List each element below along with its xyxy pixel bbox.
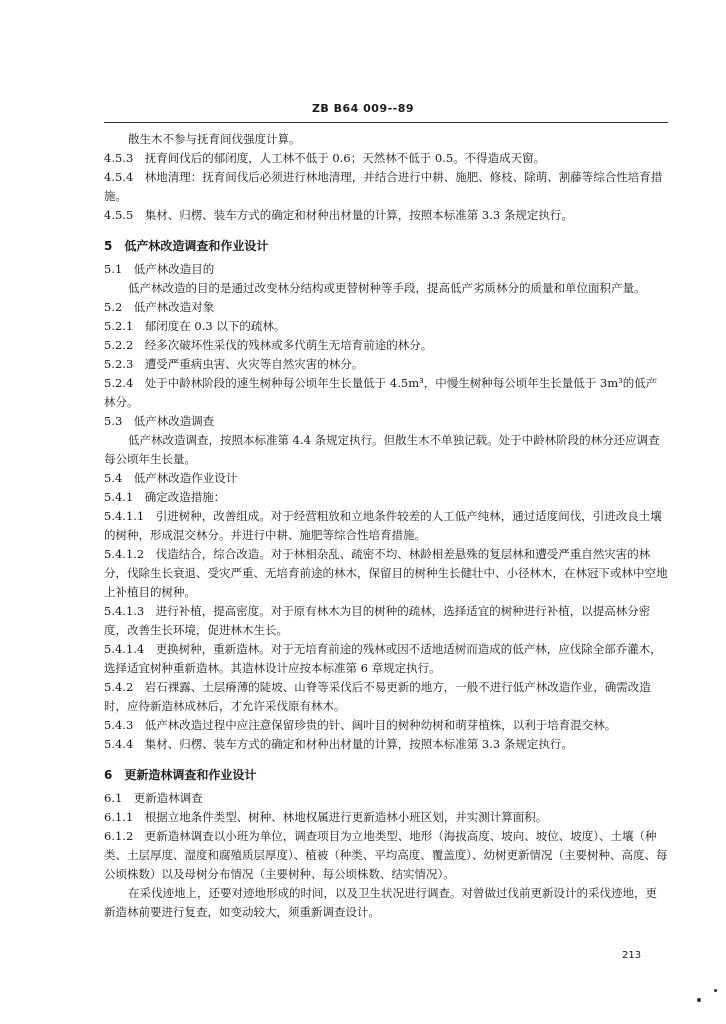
clause-5-2-1: 5.2.1 郁闭度在 0.3 以下的疏林。	[104, 319, 286, 333]
standard-code-header: ZB B64 009--89	[311, 102, 415, 115]
scan-speck	[714, 989, 717, 992]
paragraph: 低产林改造的目的是通过改变林分结构或更替树种等手段，提高低产劣质林分的质量和单位面积产量。	[128, 281, 646, 295]
scan-speck	[697, 998, 701, 1002]
clause-4-5-4: 4.5.4 林地清理：抚育间伐后必须进行林地清理，并结合进行中耕、施肥、修枝、除萌、割藤等综合性培育措施。	[104, 170, 663, 203]
clause-5-2-3: 5.2.3 遭受严重病虫害、火灾等自然灾害的林分。	[104, 357, 364, 371]
clause-5-4-1-4: 5.4.1.4 更换树种，重新造林。对于无培育前途的残林或因不适地适树而造成的低产林，应伐除全部乔灌木，选择适宜树种重新造林。其造林设计应按本标准第 6 章规定执行。	[104, 642, 662, 675]
clause-6-1: 6.1 更新造林调查	[104, 791, 203, 805]
page-number: 213	[622, 950, 642, 961]
clause-5-4: 5.4 低产林改造作业设计	[104, 471, 238, 485]
section-5-heading: 5 低产林改造调查和作业设计	[104, 239, 269, 253]
clause-4-5-3: 4.5.3 抚育间伐后的郁闭度，人工林不低于 0.6；天然林不低于 0.5。不得造成天窗。	[104, 151, 546, 165]
section-6-heading: 6 更新造林调查和作业设计	[104, 768, 257, 782]
clause-5-4-1-2: 5.4.1.2 伐造结合，综合改造。对于林相杂乱、疏密不均、林龄相差悬殊的复层林和遭受严重自然灾害的林分，伐除生长衰退、受灾严重、无培育前途的林木，保留目的树种生长健壮中、小径林木，在林冠下或林中空地上补植目的树种。	[104, 547, 668, 599]
clause-5-3: 5.3 低产林改造调查	[104, 414, 215, 428]
paragraph: 散生木不参与抚育间伐强度计算。	[128, 132, 301, 146]
clause-5-2-2: 5.2.2 经多次破坏性采伐的残林或多代萌生无培育前途的林分。	[104, 338, 433, 352]
clause-5-2: 5.2 低产林改造对象	[104, 300, 215, 314]
clause-5-4-4: 5.4.4 集材、归楞、装车方式的确定和材种出材量的计算，按照本标准第 3.3 条规定执行。	[104, 737, 573, 751]
clause-5-4-3: 5.4.3 低产林改造过程中应注意保留珍贵的针、阔叶目的树种幼树和萌芽植株，以利于培育混交林。	[104, 718, 617, 732]
body-text	[104, 130, 668, 922]
clause-5-4-2: 5.4.2 岩石裸露、土层瘠薄的陡坡、山脊等采伐后不易更新的地方，一般不进行低产林改造作业，确需改造时，应待新造林成林后，才允许采伐原有林木。	[104, 680, 651, 713]
clause-6-1-2: 6.1.2 更新造林调查以小班为单位，调查项目为立地类型、地形（海拔高度、坡向、坡位、坡度）、土壤（种类、土层厚度、湿度和腐殖质层厚度）、植被（种类、平均高度、覆盖度）、幼树更新情况（主要树种、高度、每公顷株数）以及母树分布情况（主要树种、每公顷株数、结实情况）。	[104, 829, 668, 881]
clause-4-5-5: 4.5.5 集材、归楞、装车方式的确定和材种出材量的计算，按照本标准第 3.3 条规定执行。	[104, 208, 573, 222]
clause-5-4-1-3: 5.4.1.3 进行补植，提高密度。对于原有林木为目的树种的疏林，选择适宜的树种进行补植，以提高林分密度，改善生长环境，促进林木生长。	[104, 604, 651, 637]
clause-5-1: 5.1 低产林改造目的	[104, 262, 215, 276]
paragraph: 低产林改造调查，按照本标准第 4.4 条规定执行。但散生木不单独记载。处于中龄林阶段的林分还应调查每公顷年生长量。	[104, 433, 660, 466]
clause-5-4-1-1: 5.4.1.1 引进树种，改善组成。对于经营粗放和立地条件较差的人工低产纯林，通过适度间伐，引进改良土壤的树种，形成混交林分。并进行中耕、施肥等综合性培育措施。	[104, 509, 662, 542]
clause-6-1-1: 6.1.1 根据立地条件类型、树种、林地权属进行更新造林小班区划，并实测计算面积。	[104, 810, 548, 824]
clause-5-4-1: 5.4.1 确定改造措施：	[104, 490, 226, 504]
clause-5-2-4: 5.2.4 处于中龄林阶段的速生树种每公顷年生长量低于 4.5m³，中慢生树种每公顷年生长量低于 3m³的低产林分。	[104, 376, 658, 409]
header-rule	[104, 122, 668, 123]
paragraph: 在采伐迹地上，还要对迹地形成的时间，以及卫生状况进行调查。对曾做过伐前更新设计的采伐迹地，更新造林前要进行复查，如变动较大，须重新调查设计。	[104, 886, 657, 919]
